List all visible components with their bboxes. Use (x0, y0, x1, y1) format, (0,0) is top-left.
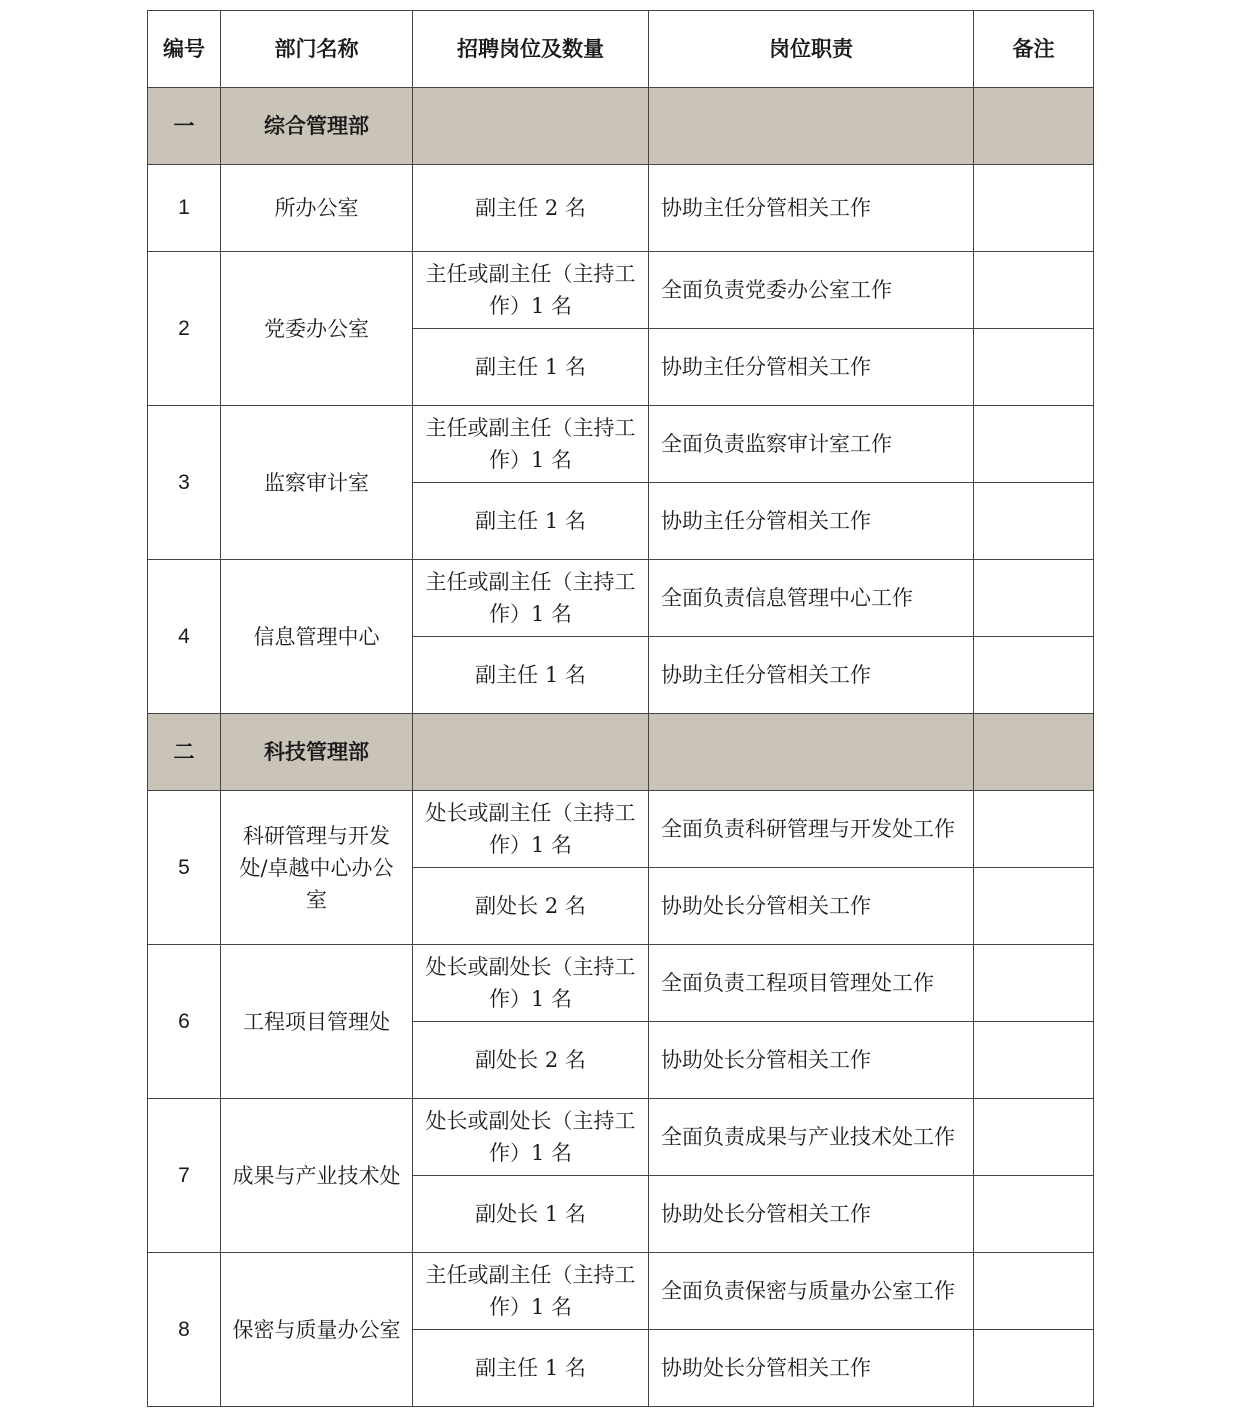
notes-cell (974, 1330, 1094, 1407)
section-number: 一 (148, 88, 221, 165)
position-duty: 全面负责工程项目管理处工作 (649, 945, 974, 1022)
position-title: 副主任 1 名 (413, 637, 649, 714)
notes-cell (974, 1099, 1094, 1176)
position-title: 副处长 2 名 (413, 1022, 649, 1099)
position-title: 副主任 1 名 (413, 329, 649, 406)
position-duty: 协助处长分管相关工作 (649, 1176, 974, 1253)
notes-cell (974, 252, 1094, 329)
section-empty-cell (974, 714, 1094, 791)
table-row (148, 252, 1094, 329)
department-number: 2 (148, 252, 221, 406)
notes-cell (974, 560, 1094, 637)
department-name: 监察审计室 (221, 406, 413, 560)
position-title: 主任或副主任（主持工作）1 名 (413, 560, 649, 637)
department-number: 7 (148, 1099, 221, 1253)
notes-cell (974, 1022, 1094, 1099)
table-body (148, 88, 1094, 1407)
header-notes: 备注 (974, 11, 1094, 88)
department-number: 3 (148, 406, 221, 560)
position-title: 处长或副处长（主持工作）1 名 (413, 945, 649, 1022)
department-name: 保密与质量办公室 (221, 1253, 413, 1407)
position-title: 处长或副主任（主持工作）1 名 (413, 791, 649, 868)
position-duty: 全面负责党委办公室工作 (649, 252, 974, 329)
department-number: 4 (148, 560, 221, 714)
position-title: 副处长 2 名 (413, 868, 649, 945)
notes-cell (974, 483, 1094, 560)
notes-cell (974, 868, 1094, 945)
department-name: 科研管理与开发处/卓越中心办公室 (221, 791, 413, 945)
position-duty: 全面负责监察审计室工作 (649, 406, 974, 483)
header-row (148, 11, 1094, 88)
position-duty: 全面负责成果与产业技术处工作 (649, 1099, 974, 1176)
section-row (148, 88, 1094, 165)
position-title: 主任或副主任（主持工作）1 名 (413, 406, 649, 483)
section-name: 综合管理部 (221, 88, 413, 165)
department-name: 党委办公室 (221, 252, 413, 406)
department-number: 5 (148, 791, 221, 945)
position-title: 副主任 2 名 (413, 165, 649, 252)
header-duties: 岗位职责 (649, 11, 974, 88)
section-name: 科技管理部 (221, 714, 413, 791)
header-num: 编号 (148, 11, 221, 88)
position-duty: 全面负责信息管理中心工作 (649, 560, 974, 637)
notes-cell (974, 165, 1094, 252)
department-name: 所办公室 (221, 165, 413, 252)
department-number: 1 (148, 165, 221, 252)
table-row (148, 406, 1094, 483)
position-title: 副主任 1 名 (413, 1330, 649, 1407)
position-duty: 全面负责科研管理与开发处工作 (649, 791, 974, 868)
section-row (148, 714, 1094, 791)
position-title: 主任或副主任（主持工作）1 名 (413, 252, 649, 329)
notes-cell (974, 1253, 1094, 1330)
section-empty-cell (649, 88, 974, 165)
position-duty: 协助处长分管相关工作 (649, 1022, 974, 1099)
table-row (148, 1253, 1094, 1330)
table-row (148, 560, 1094, 637)
department-number: 6 (148, 945, 221, 1099)
notes-cell (974, 945, 1094, 1022)
notes-cell (974, 637, 1094, 714)
header-positions: 招聘岗位及数量 (413, 11, 649, 88)
position-title: 副主任 1 名 (413, 483, 649, 560)
position-duty: 协助处长分管相关工作 (649, 1330, 974, 1407)
header-dept: 部门名称 (221, 11, 413, 88)
table-row (148, 791, 1094, 868)
section-number: 二 (148, 714, 221, 791)
position-title: 副处长 1 名 (413, 1176, 649, 1253)
position-duty: 协助主任分管相关工作 (649, 637, 974, 714)
position-title: 处长或副处长（主持工作）1 名 (413, 1099, 649, 1176)
table-row (148, 945, 1094, 1022)
section-empty-cell (649, 714, 974, 791)
position-duty: 全面负责保密与质量办公室工作 (649, 1253, 974, 1330)
section-empty-cell (413, 714, 649, 791)
department-name: 成果与产业技术处 (221, 1099, 413, 1253)
section-empty-cell (974, 88, 1094, 165)
department-number: 8 (148, 1253, 221, 1407)
position-duty: 协助处长分管相关工作 (649, 868, 974, 945)
table-row (148, 1099, 1094, 1176)
notes-cell (974, 791, 1094, 868)
position-title: 主任或副主任（主持工作）1 名 (413, 1253, 649, 1330)
position-duty: 协助主任分管相关工作 (649, 483, 974, 560)
table-row (148, 165, 1094, 252)
notes-cell (974, 1176, 1094, 1253)
recruitment-table (147, 10, 1094, 1407)
position-duty: 协助主任分管相关工作 (649, 329, 974, 406)
notes-cell (974, 329, 1094, 406)
section-empty-cell (413, 88, 649, 165)
department-name: 工程项目管理处 (221, 945, 413, 1099)
position-duty: 协助主任分管相关工作 (649, 165, 974, 252)
notes-cell (974, 406, 1094, 483)
department-name: 信息管理中心 (221, 560, 413, 714)
